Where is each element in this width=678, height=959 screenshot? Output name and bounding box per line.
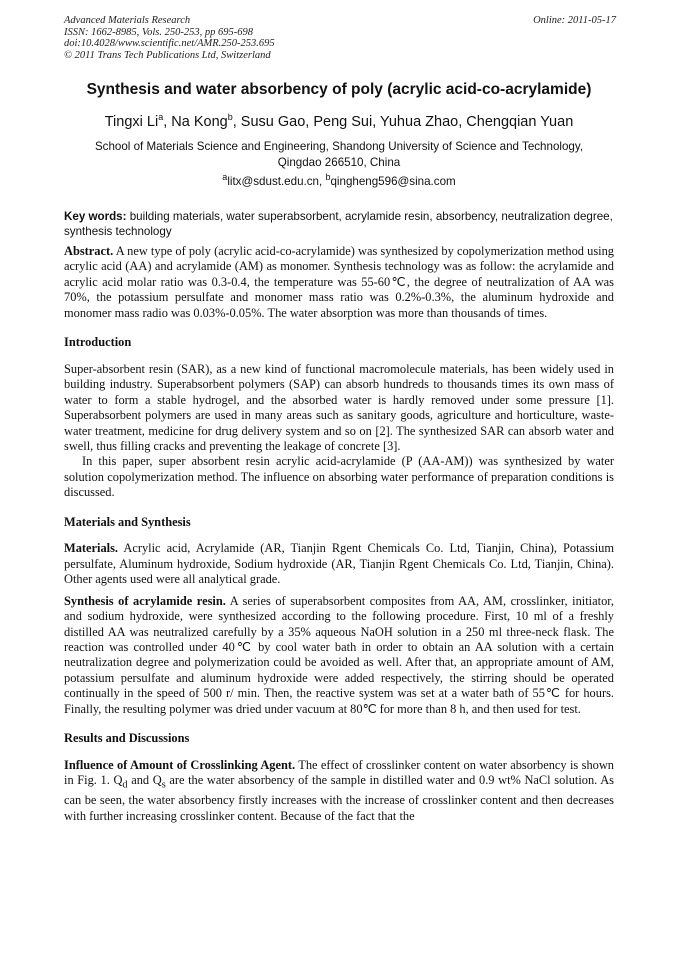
paper-title: Synthesis and water absorbency of poly (acrylic acid-co-acrylamide)	[86, 81, 592, 98]
author-name: Yuhua Zhao	[380, 114, 459, 130]
author-sup: b	[227, 112, 233, 123]
section-heading-materials-synthesis: Materials and Synthesis	[64, 514, 191, 529]
paper-body	[64, 244, 614, 824]
author-name: Susu Gao	[240, 114, 306, 130]
affiliation-line: School of Materials Science and Engineering, Shandong University of Science and Technology,	[94, 140, 584, 153]
materials-paragraph	[64, 541, 614, 587]
journal-issn: ISSN: 1662-8985, Vols. 250-253, pp 695-698	[64, 26, 253, 38]
abstract-text: A new type of poly (acrylic acid-co-acrylamide) was synthesized by copolymerization method using acrylic acid (AA) and acrylamide (AM) as monomer. Synthesis technology was as follow: the acrylamide and acrylic acid molar ratio was 0.3-0.4, the temperature was 55-60℃, the degree of neutralization of AA was 70%, the potassium persulfate and monomer mass ratio was 0.2%-0.3%, the aluminum hydroxide and monomer mass radio was 0.03%-0.05%. The water absorption was more than thousands of times.	[64, 244, 614, 320]
journal-header	[64, 15, 275, 61]
author-emails	[64, 174, 614, 190]
author-name: Chengqian Yuan	[466, 114, 574, 130]
journal-doi: doi:10.4028/www.scientific.net/AMR.250-253.695	[64, 38, 275, 49]
author-name: Na Kong	[171, 114, 228, 130]
journal-copyright: © 2011 Trans Tech Publications Ltd, Switzerland	[64, 49, 271, 61]
email-sup: a	[222, 172, 228, 183]
results-text-2: and Q	[127, 773, 162, 788]
email-a: litx@sdust.edu.cn,	[227, 175, 323, 188]
synthesis-paragraph	[64, 594, 614, 718]
synthesis-label: Synthesis of acrylamide resin.	[64, 593, 226, 608]
author-name: Tingxi Li	[104, 114, 159, 130]
email-sup: b	[325, 172, 331, 183]
synthesis-text: A series of superabsorbent composites from AA, AM, crosslinker, initiator, and sodium hydroxide, were synthesized according to the following procedure. First, 10 ml of a freshly distilled AA was neutralized carefully by a 35% aqueous NaOH solution in a 250 ml three-neck flask. The reaction was controlled under 40℃ by cool water bath in order to obtain an AA solution with a certain neutralization degree and polymerization could be avoided as well. After that, an appropriate amount of AM, potassium persulfate and aluminum hydroxide were added respectively, the stirring should be operated continually in the speed of 500 r/ min. Then, the reactive system was set at a water bath of 55℃ for hours. Finally, the resulting polymer was dried under vacuum at 80℃ for more than 8 h, and then used for test.	[64, 593, 614, 716]
intro-paragraph-2: In this paper, super absorbent resin acrylic acid-acrylamide (P (AA-AM)) was synthesized by water solution copolymerization method. The influence on absorbing water performance of preparation conditions is discussed.	[64, 454, 614, 500]
results-label: Influence of Amount of Crosslinking Agent.	[64, 757, 296, 772]
materials-text: Acrylic acid, Acrylamide (AR, Tianjin Rgent Chemicals Co. Ltd, Tianjin, China), Potassium persulfate, Aluminum hydroxide, Sodium hydroxide (AR, Tianjin Rgent Chemicals Co. Ltd, Tianjin, China). Other agents used were all analytical grade.	[64, 541, 614, 587]
materials-label: Materials.	[64, 541, 119, 556]
intro-paragraph-1: Super-absorbent resin (SAR), as a new kind of functional macromolecule materials, has been widely used in building industry. Superabsorbent polymers (SAP) can absorb hundreds to thousands times its own mass of water to form a stable hydrogel, and the absorbed water is hardly removed under some pressure [1]. Superabsorbent polymers are used in many areas such as sanitary goods, agriculture and horticulture, waste-water treatment, medicine for drug delivery system and so on [2]. The synthesized SAR can absorb water and swell, thus filling cracks and preventing the leakage of concrete [3].	[64, 361, 614, 453]
author-list: Tingxi Li$^a$, Na Kong$^b$, Susu Gao, Peng Sui, Yuhua Zhao, Chengqian Yuan	[104, 112, 574, 130]
author-sup: a	[158, 112, 164, 123]
qs-subscript: s	[161, 779, 166, 791]
abstract-label: Abstract.	[64, 244, 114, 258]
keywords	[64, 210, 614, 239]
keywords-label: Key words:	[64, 210, 127, 223]
email-b: qingheng596@sina.com	[330, 175, 456, 188]
results-text-3: are the water absorbency of the sample in distilled water and 0.9 wt% NaCl solution. As can be seen, the water absorbency firstly increases with the increase of crosslinker content and then decreases with further increasing crosslinker content. Because of the fact that the	[64, 773, 614, 823]
affiliation-line: Qingdao 266510, China	[277, 156, 401, 169]
results-paragraph	[64, 758, 614, 824]
abstract	[64, 244, 614, 321]
section-heading-introduction: Introduction	[64, 335, 132, 350]
author-name: Peng Sui	[313, 114, 373, 130]
results-text-1: The effect of crosslinker content on water absorbency is shown in Fig. 1. Q	[64, 757, 614, 788]
affiliation	[64, 139, 614, 171]
qd-subscript: d	[122, 779, 128, 791]
journal-name: Advanced Materials Research	[64, 15, 191, 26]
section-heading-results: Results and Discussions	[64, 731, 190, 746]
keywords-text: building materials, water superabsorbent, acrylamide resin, absorbency, neutralization degree, synthesis technology	[64, 210, 613, 238]
online-date: Online: 2011-05-17	[533, 15, 616, 26]
